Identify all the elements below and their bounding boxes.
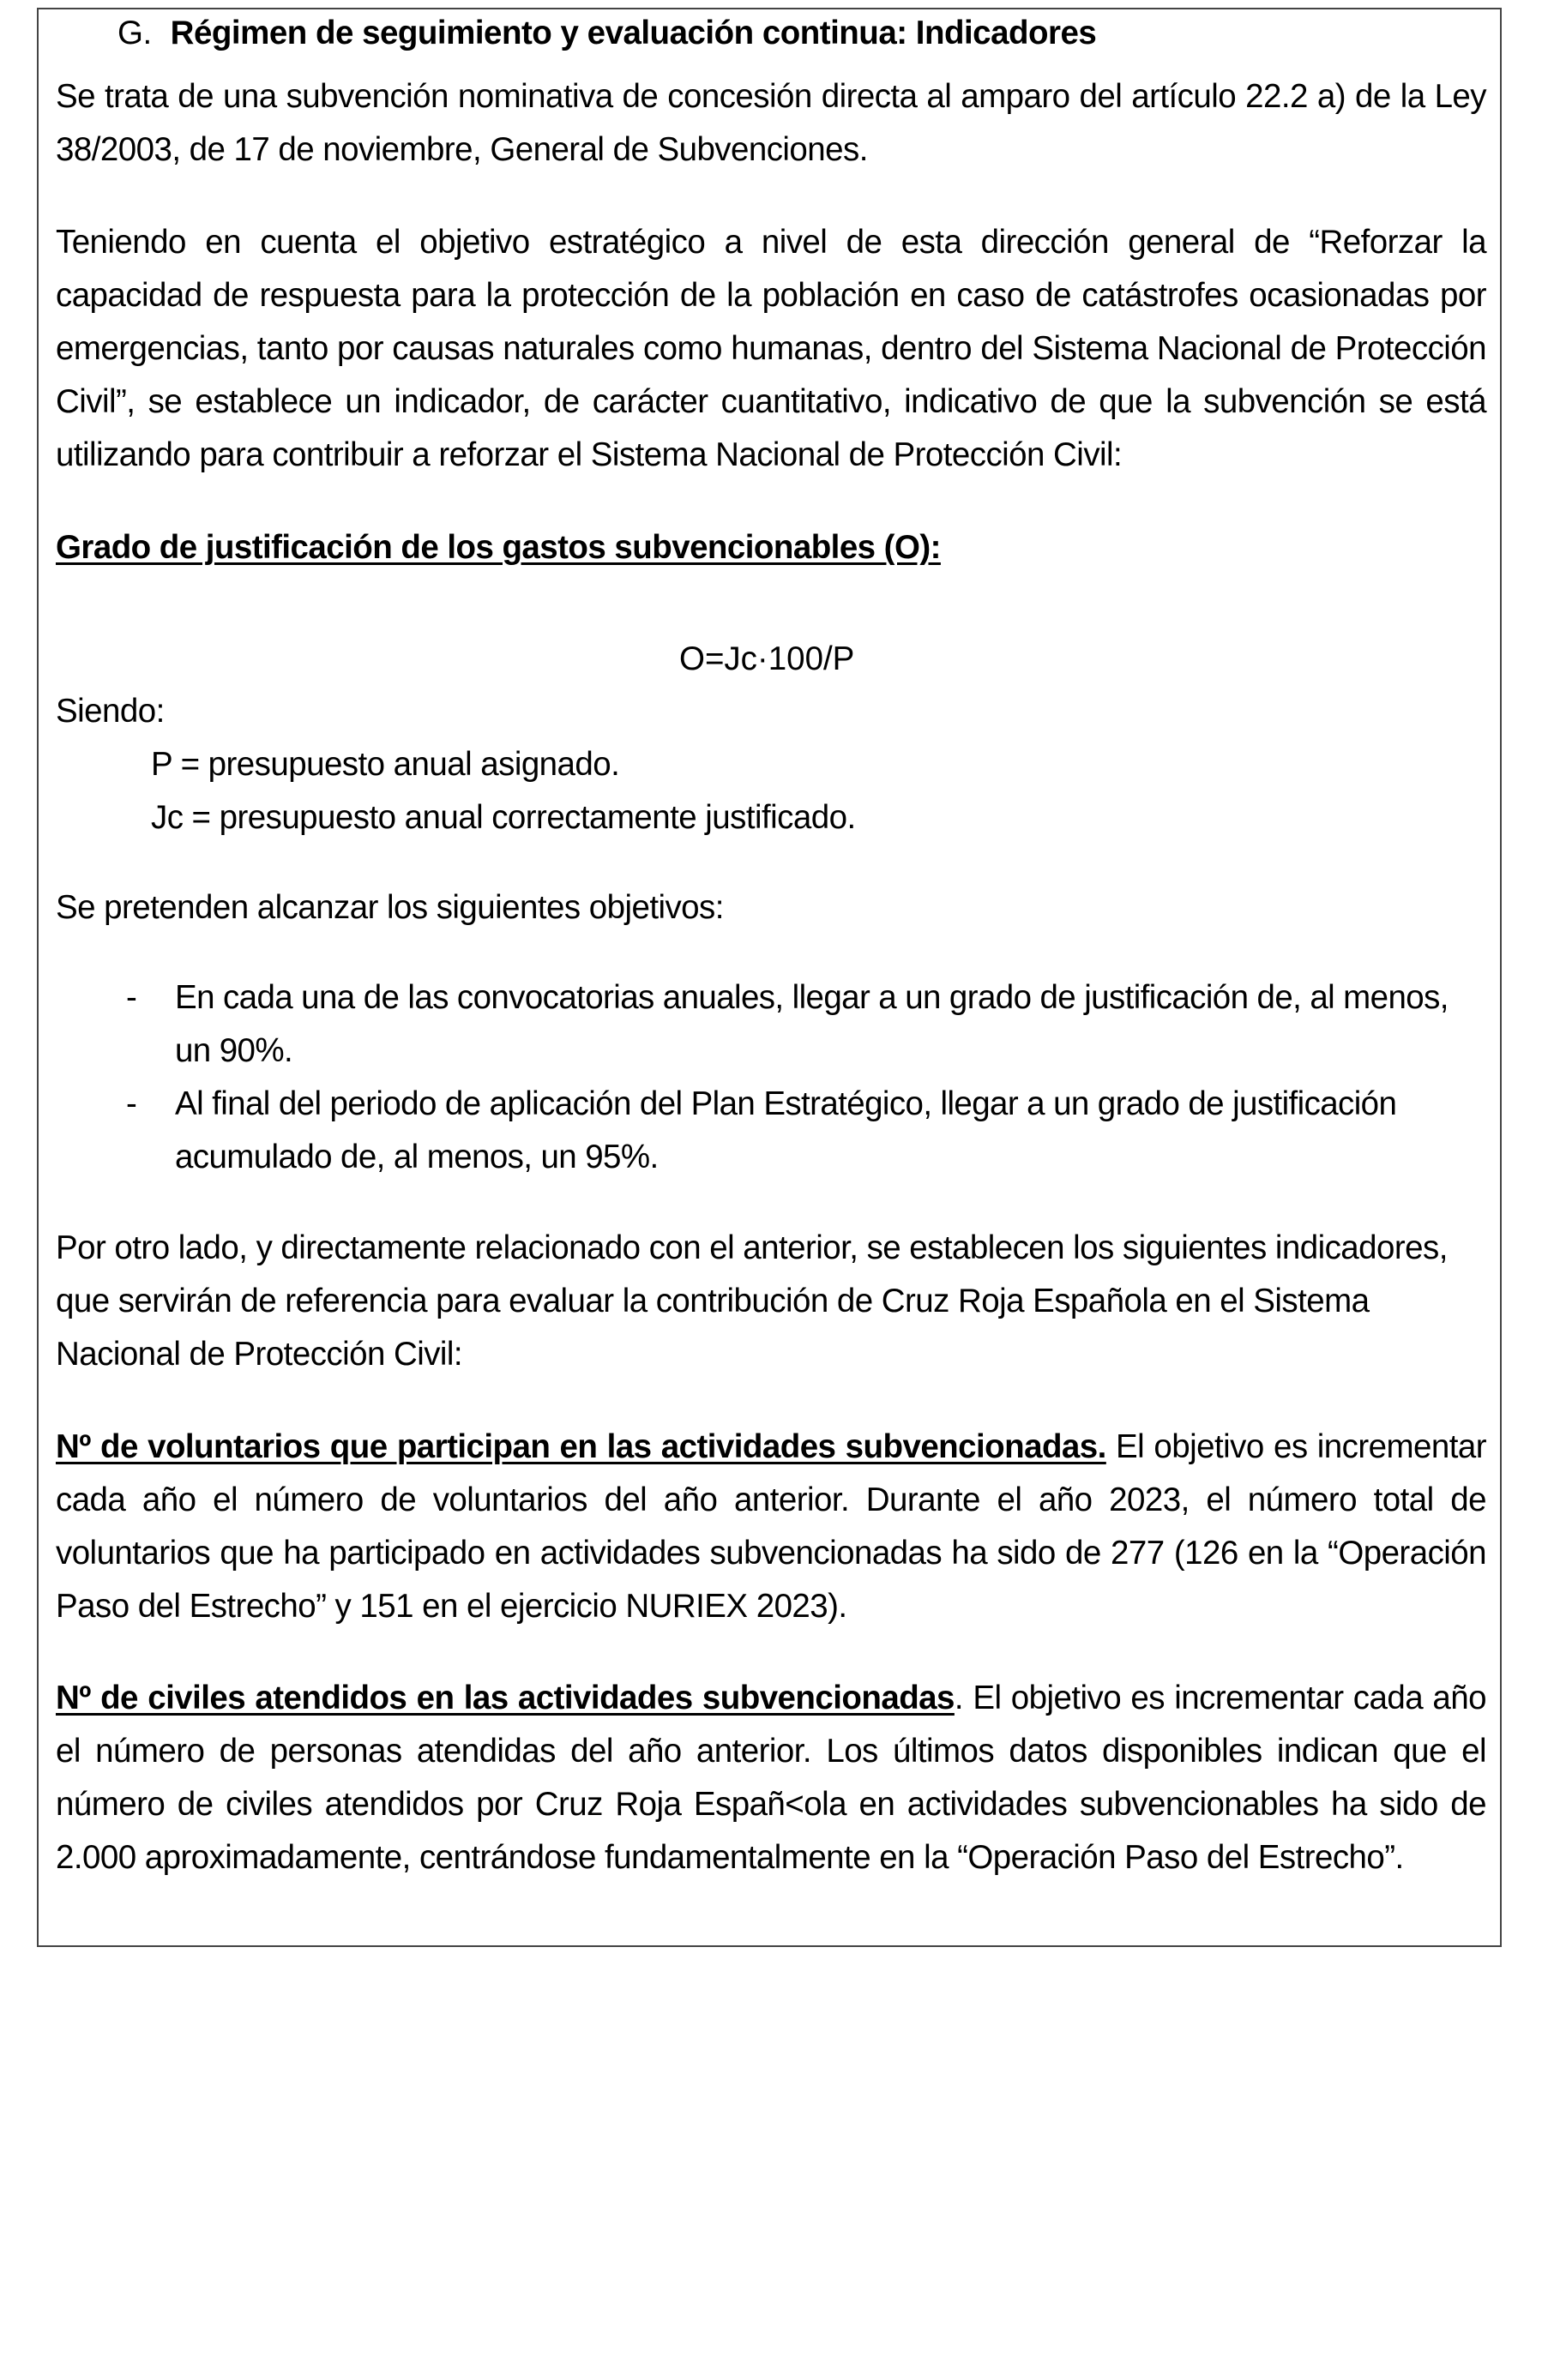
volunteers-paragraph [56,1421,1486,1633]
civilians-text: . El objetivo es incrementar cada año el número de personas atendidas del año anterior. Los últimos datos disponibles indican que el número de civiles atendidos por Cruz Roja Españ<ola en actividades subvencionables ha sido de 2.000 aproximadamente, centrándose fundamentalmente en la “Operación Paso del Estrecho”. [56,1680,1486,1876]
goal-item: Al final del periodo de aplicación del Plan Estratégico, llegar a un grado de justificación acumulado de, al menos, un 95%. [175,1085,1397,1175]
bullet-marker: - [126,979,137,1016]
other-intro-paragraph: Por otro lado, y directamente relacionado con el anterior, se establecen los siguientes indicadores, que servirán de referencia para evaluar la contribución de Cruz Roja Española en el Sistema Nacional de Protección Civil: [56,1229,1448,1373]
civilians-title: Nº de civiles atendidos en las actividades subvencionadas [56,1680,955,1716]
volunteers-title: Nº de voluntarios que participan en las actividades subvencionadas. [56,1428,1106,1465]
definition-jc: Jc = presupuesto anual correctamente justificado. [151,799,856,836]
section-title: Régimen de seguimiento y evaluación continua: Indicadores [170,15,1097,51]
indicator-title [56,521,1486,574]
volunteers-text: El objetivo es incrementar cada año el número de voluntarios del año anterior. Durante el año 2023, el número total de voluntarios que ha participado en actividades subvencionadas ha sido de 277 (126 en la “Operación Paso del Estrecho” y 151 en el ejercicio NURIEX 2023). [56,1428,1486,1625]
goals-intro: Se pretenden alcanzar los siguientes objetivos: [56,889,724,926]
indicator-title-text: Grado de justificación de los gastos subvencionables (O): [56,529,941,566]
intro-paragraph: Se trata de una subvención nominativa de concesión directa al amparo del artículo 22.2 a) de la Ley 38/2003, de 17 de noviembre, General de Subvenciones. [56,78,1486,168]
bullet-marker: - [126,1085,137,1122]
objective-paragraph: Teniendo en cuenta el objetivo estratégico a nivel de esta dirección general de “Reforzar la capacidad de respuesta para la protección de la población en caso de catástrofes ocasionadas por emergencias, tanto por causas naturales como humanas, dentro del Sistema Nacional de Protección Civil”, se establece un indicador, de carácter cuantitativo, indicativo de que la subvención se está utilizando para contribuir a reforzar el Sistema Nacional de Protección Civil: [56,224,1486,473]
civilians-paragraph [56,1672,1486,1884]
section-heading [117,7,1096,60]
goal-item: En cada una de las convocatorias anuales, llegar a un grado de justificación de, al menos, un 90%. [175,979,1449,1069]
section-label: G. [117,15,152,51]
definition-p: P = presupuesto anual asignado. [151,746,620,783]
formula: O=Jc·100/P [679,640,855,677]
where-label: Siendo: [56,693,165,730]
